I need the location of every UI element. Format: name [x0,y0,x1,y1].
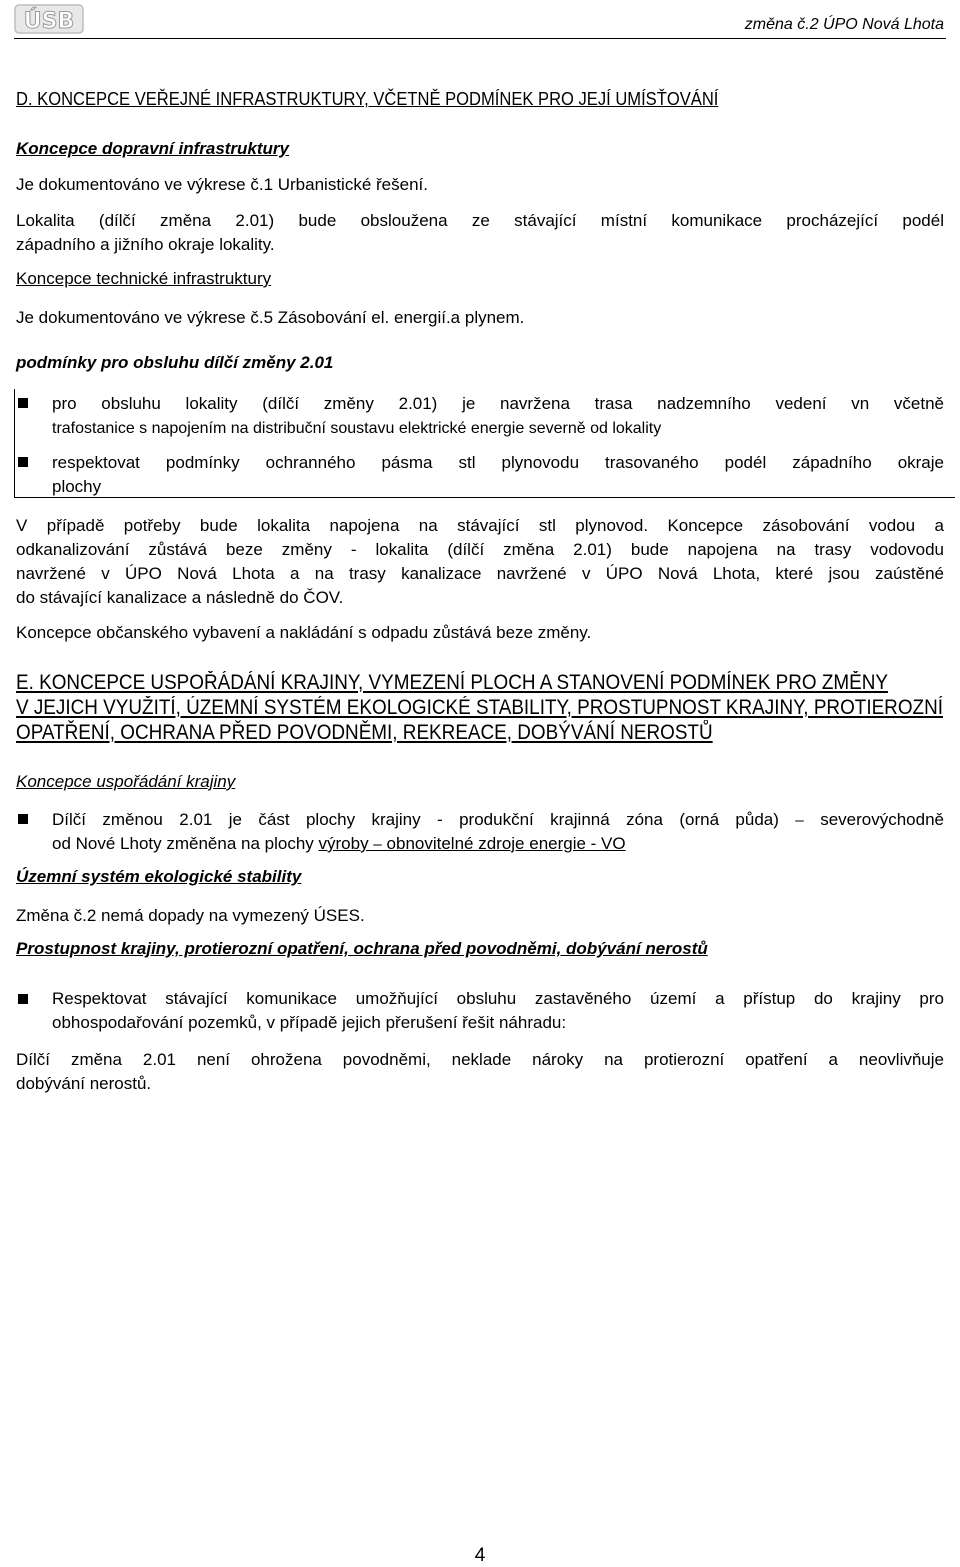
dopravni-infrastruktura-text: Je dokumentováno ve výkrese č.1 Urbanistické řešení. [16,175,428,194]
podminky-obsluhy-heading: podmínky pro obsluhu dílčí změny 2.01 [16,353,334,372]
zasobovani-para-line1: V případě potřeby bude lokalita napojena na stávající stl plynovod. Koncepce zásobování vodou a [16,516,944,535]
krajina-bullet1-line2-text: od Nové Lhoty změněna na plochy [52,834,319,853]
uses-heading: Územní systém ekologické stability [16,867,302,886]
krajina-bullet1-line2-underlined: výroby ⎯ obnovitelné zdroje energie - VO [318,834,626,853]
prostupnost-bullet1-line1: Respektovat stávající komunikace umožňující obsluhu zastavěného území a přístup do krajiny pro [52,989,944,1008]
svg-text:ÚSB: ÚSB [23,9,75,34]
header-document-title: změna č.2 ÚPO Nová Lhota [744,16,944,33]
podminky-bullet2-line1: respektovat podmínky ochranného pásma stl plynovodu trasovaného podél západního okraje [52,453,944,472]
lokalita-text-line1: Lokalita (dílčí změna 2.01) bude obsloužena ze stávající místní komunikace procházející podél [16,211,944,230]
dopravni-infrastruktura-heading: Koncepce dopravní infrastruktury [16,139,290,158]
header-rule [14,38,946,39]
section-e-heading-line1: E. KONCEPCE USPOŘÁDÁNÍ KRAJINY, VYMEZENÍ PLOCH A STANOVENÍ PODMÍNEK PRO ZMĚNY [16,671,889,694]
podminky-bullet1-line1: pro obsluhu lokality (dílčí změny 2.01) je navržena trasa nadzemního vedení vn včetně [52,394,944,413]
zasobovani-para-line3: navržené v ÚPO Nová Lhota a na trasy kanalizace navržené v ÚPO Nová Lhota, které jsou zaústěné [16,564,944,583]
krajina-bullet1-line1: Dílčí změnou 2.01 je část plochy krajiny - produkční krajinná zóna (orná půda) ⎯ severovýchodně [52,810,944,829]
section-e-heading-line2: V JEJICH VYUŽITÍ, ÚZEMNÍ SYSTÉM EKOLOGICKÉ STABILITY, PROSTUPNOST KRAJINY, PROTIEROZNÍ [16,696,943,719]
zasobovani-para-line4: do stávající kanalizace a následně do ČOV. [16,588,344,607]
uses-text: Změna č.2 nemá dopady na vymezený ÚSES. [16,906,365,925]
section-d-heading: D. KONCEPCE VEŘEJNÉ INFRASTRUKTURY, VČETNĚ PODMÍNEK PRO JEJÍ UMÍSŤOVÁNÍ [16,89,719,109]
zasobovani-para-line2: odkanalizování zůstává beze změny - lokalita (dílčí změna 2.01) bude napojena na trasy vodovodu [16,540,944,559]
podminky-bullet2-line2: plochy [52,477,102,496]
bullet-square-icon [18,814,28,824]
obcanske-vybaveni-text: Koncepce občanského vybavení a nakládání s odpadu zůstává beze změny. [16,623,592,642]
bullet-square-icon [18,457,28,467]
section-e-heading-line3: OPATŘENÍ, OCHRANA PŘED POVODNĚMI, REKREACE, DOBÝVÁNÍ NEROSTŮ [16,721,713,744]
page-number: 4 [474,1545,486,1566]
usb-logo [14,2,86,36]
povodne-text-line1: Dílčí změna 2.01 není ohrožena povodněmi, neklade nároky na protierozní opatření a neovlivňuje [16,1050,944,1069]
povodne-text-line2: dobývání nerostů. [16,1074,152,1093]
bullet-square-icon [18,398,28,408]
prostupnost-bullet1-line2: obhospodařování pozemků, v případě jejich přerušení řešit náhradu: [52,1013,567,1032]
podminky-bullet1-line2: trafostanice s napojením na distribuční soustavu elektrické energie severně od lokality [52,420,662,437]
bullet-square-icon [18,994,28,1004]
technicke-infrastruktura-text: Je dokumentováno ve výkrese č.5 Zásobování el. energií.a plynem. [16,308,525,327]
technicke-infrastruktura-heading: Koncepce technické infrastruktury [16,269,272,288]
lokalita-text-line2: západního a jižního okraje lokality. [16,235,275,254]
prostupnost-heading: Prostupnost krajiny, protierozní opatření, ochrana před povodněmi, dobývání nerostů [16,939,708,958]
usb-logo-icon [14,2,86,36]
krajina-bullet1-line2 [52,832,626,856]
usporadani-krajiny-heading: Koncepce uspořádání krajiny [16,772,236,791]
